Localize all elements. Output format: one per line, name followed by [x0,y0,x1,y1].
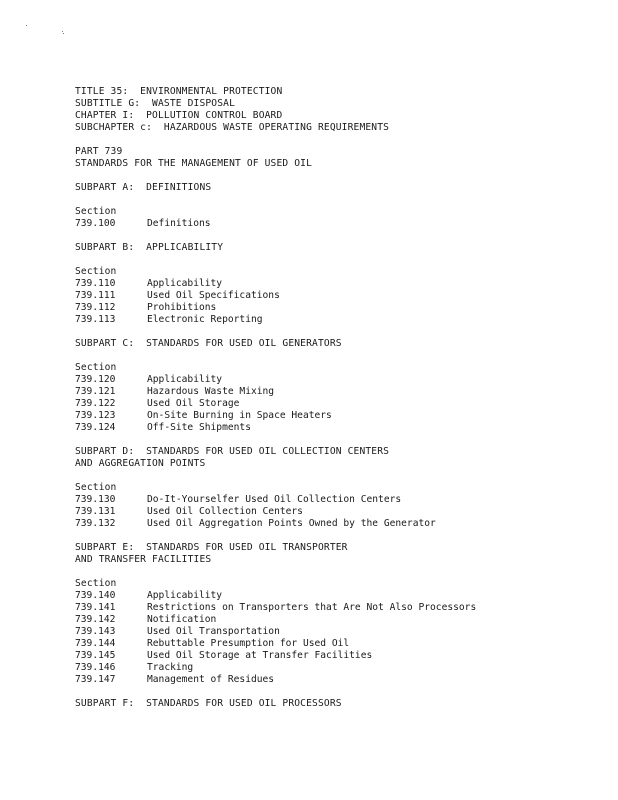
section-number: 739.142 [75,614,116,625]
subtitle-line: SUBTITLE G: WASTE DISPOSAL [75,98,235,109]
section-entry [75,290,595,302]
section-number: 739.146 [75,662,116,673]
title-block [75,86,595,134]
section-entry [75,374,595,386]
subpart-list [75,182,595,710]
section-title: Management of Residues [147,674,275,685]
scan-specks [24,22,74,42]
subpart-heading-line: AND AGGREGATION POINTS [75,458,206,469]
subpart-heading [75,446,595,470]
section-label: Section [75,206,117,217]
section-number: 739.122 [75,398,116,409]
section-title: Applicability [147,590,223,601]
section-number: 739.123 [75,410,116,421]
section-list [75,578,595,686]
section-label: Section [75,266,117,277]
subpart-heading-line: SUBPART A: DEFINITIONS [75,182,212,193]
section-entry [75,410,595,422]
section-title: Used Oil Specifications [147,290,280,301]
section-entry [75,278,595,290]
subpart-heading-line: SUBPART F: STANDARDS FOR USED OIL PROCESSORS [75,698,342,709]
section-title: Applicability [147,278,223,289]
section-number: 739.121 [75,386,116,397]
section-number: 739.141 [75,602,116,613]
section-entry [75,518,595,530]
section-title: On-Site Burning in Space Heaters [147,410,332,421]
section-entry [75,386,595,398]
section-number: 739.145 [75,650,116,661]
subpart-heading [75,698,595,710]
section-title: Prohibitions [147,302,217,313]
section-entry [75,494,595,506]
section-title: Hazardous Waste Mixing [147,386,275,397]
section-entry [75,422,595,434]
section-title: Do-It-Yourselfer Used Oil Collection Centers [147,494,402,505]
section-number: 739.147 [75,674,116,685]
section-entry [75,662,595,674]
section-list [75,362,595,434]
subpart-heading [75,242,595,254]
section-title: Rebuttable Presumption for Used Oil [147,638,350,649]
subpart-heading-line: SUBPART E: STANDARDS FOR USED OIL TRANSPORTER [75,542,348,553]
section-title: Used Oil Transportation [147,626,280,637]
section-number: 739.132 [75,518,116,529]
section-number: 739.124 [75,422,116,433]
section-number: 739.111 [75,290,116,301]
section-label: Section [75,362,117,373]
section-entry [75,218,595,230]
section-list [75,266,595,326]
section-entry [75,398,595,410]
part-name: STANDARDS FOR THE MANAGEMENT OF USED OIL [75,158,313,169]
section-entry [75,674,595,686]
section-number: 739.143 [75,626,116,637]
subpart-heading-line: SUBPART B: APPLICABILITY [75,242,224,253]
section-entry [75,614,595,626]
section-title: Used Oil Storage at Transfer Facilities [147,650,373,661]
section-entry [75,626,595,638]
subpart-heading [75,542,595,566]
section-number: 739.140 [75,590,116,601]
chapter-line: CHAPTER I: POLLUTION CONTROL BOARD [75,110,283,121]
subpart-heading [75,338,595,350]
section-title: Electronic Reporting [147,314,263,325]
section-entry [75,590,595,602]
section-number: 739.131 [75,506,116,517]
section-number: 739.110 [75,278,116,289]
section-title: Restrictions on Transporters that Are Not Also Processors [147,602,477,613]
section-number: 739.112 [75,302,116,313]
section-number: 739.130 [75,494,116,505]
section-title: Used Oil Collection Centers [147,506,303,517]
document-body [75,86,595,722]
section-label: Section [75,578,117,589]
section-number: 739.120 [75,374,116,385]
section-entry [75,602,595,614]
subpart-heading-line: SUBPART C: STANDARDS FOR USED OIL GENERATORS [75,338,342,349]
section-entry [75,302,595,314]
section-title: Used Oil Aggregation Points Owned by the Generator [147,518,436,529]
subpart-heading [75,182,595,194]
section-entry [75,506,595,518]
section-list [75,206,595,230]
subpart-heading-line: SUBPART D: STANDARDS FOR USED OIL COLLECTION CENTERS [75,446,390,457]
section-entry [75,638,595,650]
subpart-heading-line: AND TRANSFER FACILITIES [75,554,212,565]
section-number: 739.144 [75,638,116,649]
title-line: TITLE 35: ENVIRONMENTAL PROTECTION [75,86,283,97]
section-label: Section [75,482,117,493]
section-number: 739.113 [75,314,116,325]
section-title: Notification [147,614,217,625]
section-title: Tracking [147,662,194,673]
section-list [75,482,595,530]
section-entry [75,314,595,326]
subchapter-line: SUBCHAPTER c: HAZARDOUS WASTE OPERATING REQUIREMENTS [75,122,390,133]
part-number: PART 739 [75,146,123,157]
section-title: Off-Site Shipments [147,422,251,433]
part-block [75,146,595,170]
section-number: 739.100 [75,218,116,229]
section-title: Used Oil Storage [147,398,240,409]
section-title: Applicability [147,374,223,385]
section-entry [75,650,595,662]
section-title: Definitions [147,218,211,229]
